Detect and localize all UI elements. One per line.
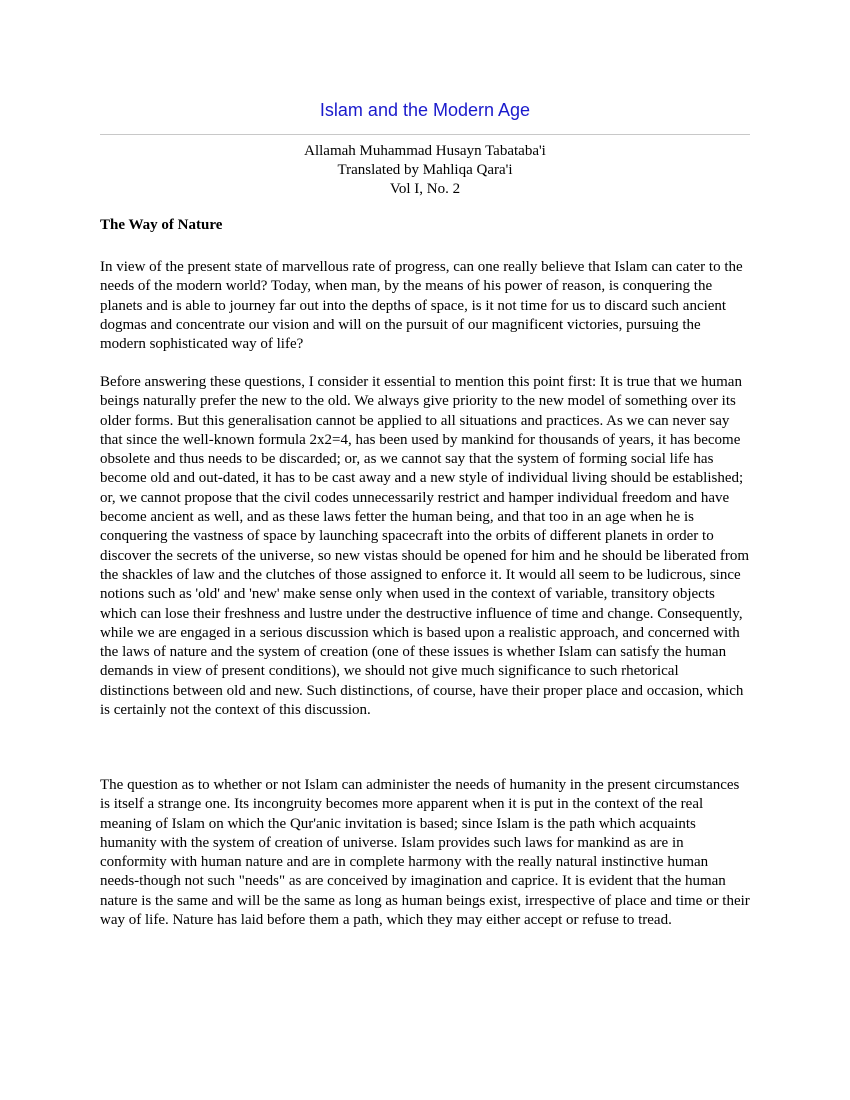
author-name: Allamah Muhammad Husayn Tabataba'i — [304, 143, 546, 159]
document-title: Islam and the Modern Age — [319, 100, 531, 120]
byline — [100, 142, 750, 199]
volume-number: Vol I, No. 2 — [389, 181, 461, 197]
paragraph-1: In view of the present state of marvellous rate of progress, can one really believe that Islam can cater to the needs of the modern world? Today, when man, by the means of his power of reason, is conquering the planets and is able to journey far out into the depths of space, is it not time for us to discard such ancient dogmas and concentrate our vision and will on the pursuit of our magnificent victories, pursuing the modern sophisticated way of life? — [100, 259, 743, 353]
paragraph-2: Before answering these questions, I consider it essential to mention this point first: It is true that we human beings naturally prefer the new to the old. We always give priority to the new model of something over its older forms. But this generalisation cannot be applied to all situations and practices. As we can never say that since the well-known formula 2x2=4, has been used by mankind for thousands of years, it has become obsolete and thus needs to be discarded; or, as we cannot say that the system of forming social life has become old and out-dated, it has to be cast away and a new style of individual living should be established; or, we cannot propose that the civil codes unnecessarily restrict and hamper individual freedom and have become ancient as well, and as these laws fetter the human being, and that too in an age when he is conquering the vastness of space by launching spacecraft into the orbits of different planets in order to discover the secrets of the universe, so new vistas should be opened for him and he should be liberated from the shackles of law and the clutches of those assigned to enforce it. It would all seem to be ludicrous, since notions such as 'old' and 'new' make sense only when used in the context of variable, transitory objects which can lose their freshness and lustre under the destructive influence of time and change. Consequently, while we are engaged in a serious discussion which is based upon a realistic approach, and concerned with the laws of nature and the system of creation (one of these issues is whether Islam can satisfy the human demands in view of present conditions), we should not give much significance to such rhetorical distinctions between old and new. Such distinctions, of course, have their proper place and occasion, which is certainly not the context of this discussion. — [100, 374, 749, 719]
paragraph-3: The question as to whether or not Islam can administer the needs of humanity in the present circumstances is itself a strange one. Its incongruity becomes more apparent when it is put in the context of the real meaning of Islam on which the Qur'anic invitation is based; since Islam is the path which acquaints humanity with the system of creation of universe. Islam provides such laws for mankind as are in conformity with human nature and are in complete harmony with the really natural instinctive human needs-though not such "needs" as are conceived by imagination and caprice. It is evident that the human nature is the same and will be the same as long as human beings exist, irrespective of place and time or their way of life. Nature has laid before them a path, which they may either accept or refuse to tread. — [100, 777, 750, 929]
title-divider — [100, 134, 750, 135]
section-heading: The Way of Nature — [100, 217, 223, 233]
translator-credit: Translated by Mahliqa Qara'i — [337, 162, 513, 178]
